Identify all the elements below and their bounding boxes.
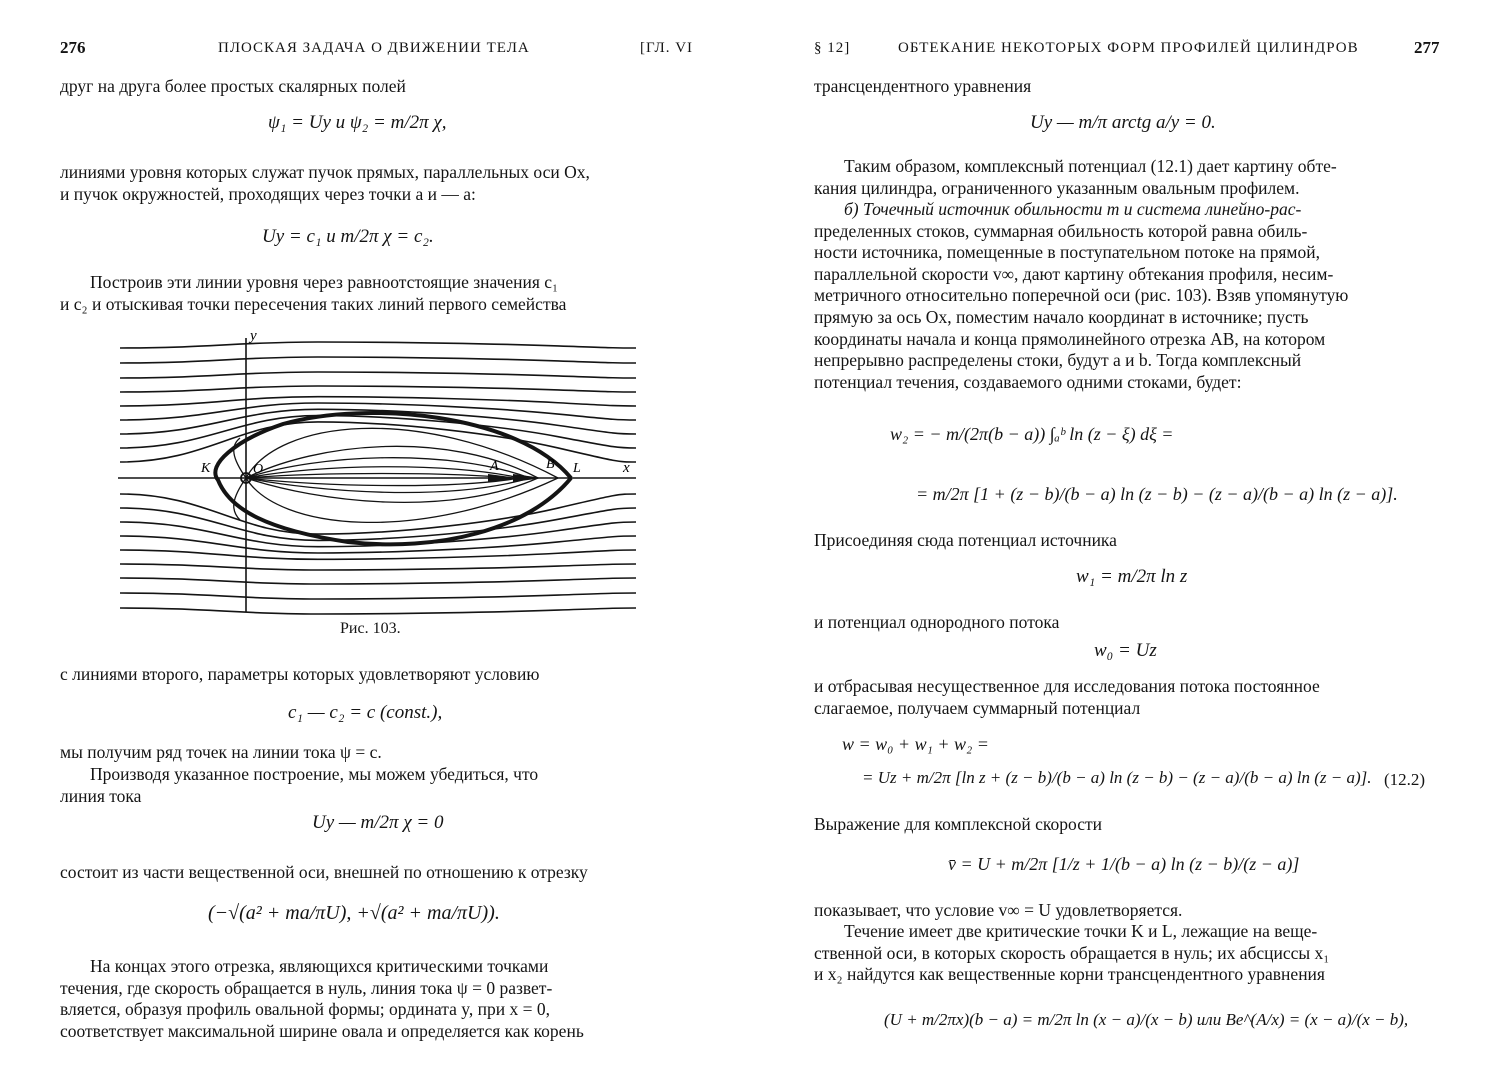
point-label-k: K bbox=[201, 461, 211, 476]
paragraph bbox=[814, 921, 1448, 986]
streamline bbox=[120, 342, 636, 348]
text-line: непрерывно распределены стоки, будут a и b. Тогда комплексный bbox=[814, 350, 1302, 371]
paragraph: Присоединяя сюда потенциал источника bbox=[814, 530, 1117, 550]
text-line: соответствует максимальной ширине овала и определяется как корень bbox=[60, 1020, 584, 1041]
text-line: Производя указанное построение, мы можем убедиться, что bbox=[90, 764, 539, 784]
text-line: координаты начала и конца прямолинейного отрезка AB, на котором bbox=[814, 328, 1326, 349]
axis-label-y: y bbox=[250, 330, 257, 344]
streamline bbox=[120, 386, 636, 392]
chapter-label: [ГЛ. VI bbox=[640, 40, 694, 56]
page-number: 277 bbox=[1414, 38, 1440, 57]
streamline bbox=[120, 564, 636, 570]
text-line: На концах этого отрезка, являющихся критическими точками bbox=[90, 956, 549, 976]
axis-label-x: x bbox=[623, 460, 630, 476]
paragraph bbox=[814, 156, 1448, 199]
point-label-l: L bbox=[573, 461, 581, 476]
equation: v̄ = U + m/2π [1/z + 1/(b − a) ln (z − b)/(z − a)] bbox=[948, 854, 1300, 874]
text-line: б) Точечный источник обильности m и система линейно-рас- bbox=[844, 199, 1302, 219]
internal-streamlines bbox=[234, 428, 558, 522]
text-line: вляется, образуя профиль овальной формы; ордината y, при x = 0, bbox=[60, 999, 550, 1020]
text-line: и x₂ найдутся как вещественные корни трансцендентного уравнения bbox=[814, 964, 1325, 985]
sink-segment bbox=[488, 474, 543, 482]
paragraph bbox=[60, 272, 694, 315]
streamline-figure bbox=[118, 330, 642, 615]
equation: w₂ = − m/(2π(b − a)) ∫ₐᵇ ln (z − ξ) dξ = bbox=[890, 424, 1174, 444]
equation: = Uz + m/2π [ln z + (z − b)/(b − a) ln (z − b) − (z − a)/(b − a) ln (z − a)]. bbox=[862, 768, 1372, 787]
point-label-b: B bbox=[546, 457, 555, 472]
equation: w₁ = m/2π ln z bbox=[1076, 566, 1188, 587]
text-line: линия тока bbox=[60, 785, 142, 806]
paragraph: показывает, что условие v∞ = U удовлетворяется. bbox=[814, 900, 1183, 920]
paragraph: трансцендентного уравнения bbox=[814, 76, 1032, 96]
text-line: течения, где скорость обращается в нуль, линия тока ψ = 0 развет- bbox=[60, 977, 553, 998]
text-line: потенциал течения, создаваемого одними стоками, будет: bbox=[814, 371, 1242, 392]
equation-number: (12.2) bbox=[1384, 770, 1426, 789]
paragraph bbox=[60, 764, 694, 807]
streamline bbox=[120, 494, 636, 534]
equation: c₁ — c₂ = c (const.), bbox=[288, 702, 443, 723]
running-head: ОБТЕКАНИЕ НЕКОТОРЫХ ФОРМ ПРОФИЛЕЙ ЦИЛИНДРОВ bbox=[898, 40, 1359, 56]
paragraph: друг на друга более простых скалярных полей bbox=[60, 76, 406, 96]
equation: (U + m/2πx)(b − a) = m/2π ln (x − a)/(x − b) или Be^(A/x) = (x − a)/(x − b), bbox=[884, 1010, 1409, 1029]
paragraph bbox=[814, 676, 1448, 719]
text-line: метричного относительно поперечной оси (рис. 103). Взяв упомянутую bbox=[814, 285, 1349, 306]
text-line: кания цилиндра, ограниченного указанным овальным профилем. bbox=[814, 177, 1300, 198]
streamline bbox=[120, 550, 636, 559]
point-label-o: O bbox=[253, 462, 264, 477]
streamline bbox=[120, 397, 636, 406]
running-head: ПЛОСКАЯ ЗАДАЧА О ДВИЖЕНИИ ТЕЛА bbox=[218, 40, 530, 56]
page-number: 276 bbox=[60, 38, 86, 57]
paragraph bbox=[814, 199, 1448, 393]
right-page bbox=[744, 0, 1487, 1086]
section-label: § 12] bbox=[814, 40, 851, 56]
equation: (−√(a² + ma/πU), +√(a² + ma/πU)). bbox=[208, 902, 500, 924]
equation: = m/2π [1 + (z − b)/(b − a) ln (z − b) − (z − a)/(b − a) ln (z − a)]. bbox=[916, 484, 1398, 504]
text-line: пределенных стоков, суммарная обильность которой равна обиль- bbox=[814, 220, 1308, 241]
text-line: и c₂ и отыскивая точки пересечения таких линий первого семейства bbox=[60, 293, 567, 314]
point-label-a: A bbox=[490, 459, 499, 474]
text-line: Таким образом, комплексный потенциал (12.1) дает картину обте- bbox=[844, 156, 1337, 176]
equation: ψ₁ = Uy и ψ₂ = m/2π χ, bbox=[268, 112, 447, 133]
equation: w = w₀ + w₁ + w₂ = bbox=[842, 734, 989, 754]
equation: Uy — m/2π χ = 0 bbox=[312, 812, 444, 833]
streamline bbox=[120, 578, 636, 584]
streamline bbox=[120, 372, 636, 378]
streamline bbox=[120, 357, 636, 363]
text-line: прямую за ось Ox, поместим начало координат в источнике; пусть bbox=[814, 306, 1309, 327]
streamline bbox=[120, 508, 636, 540]
equation: Uy = c₁ и m/2π χ = c₂. bbox=[262, 226, 434, 247]
paragraph: и потенциал однородного потока bbox=[814, 612, 1060, 632]
paragraph bbox=[60, 162, 694, 205]
paragraph: состоит из части вещественной оси, внешней по отношению к отрезку bbox=[60, 862, 588, 882]
text-line: слагаемое, получаем суммарный потенциал bbox=[814, 697, 1141, 718]
text-line: и пучок окружностей, проходящих через точки a и — a: bbox=[60, 183, 476, 204]
paragraph: с линиями второго, параметры которых удовлетворяют условию bbox=[60, 664, 540, 684]
text-line: Построив эти линии уровня через равноотстоящие значения c₁ bbox=[90, 272, 559, 292]
figure-caption: Рис. 103. bbox=[340, 620, 401, 637]
text-line: линиями уровня которых служат пучок прямых, параллельных оси Ox, bbox=[60, 162, 590, 182]
paragraph: Выражение для комплексной скорости bbox=[814, 814, 1103, 834]
equation: Uy — m/π arctg a/y = 0. bbox=[1030, 112, 1216, 133]
paragraph: мы получим ряд точек на линии тока ψ = c. bbox=[60, 742, 382, 762]
streamline bbox=[120, 608, 636, 614]
text-line: параллельной скорости v∞, дают картину обтекания профиля, несим- bbox=[814, 263, 1334, 284]
paragraph bbox=[60, 956, 694, 1042]
text-line: и отбрасывая несущественное для исследования потока постоянное bbox=[814, 676, 1320, 696]
equation: w₀ = Uz bbox=[1094, 640, 1157, 661]
text-line: ственной оси, в которых скорость обращается в нуль; их абсциссы x₁ bbox=[814, 942, 1330, 963]
text-line: Течение имеет две критические точки K и L, лежащие на веще- bbox=[844, 921, 1318, 941]
streamline bbox=[120, 416, 636, 448]
text-line: ности источника, помещенные в поступательном потоке на прямой, bbox=[814, 242, 1320, 263]
streamline bbox=[120, 593, 636, 599]
